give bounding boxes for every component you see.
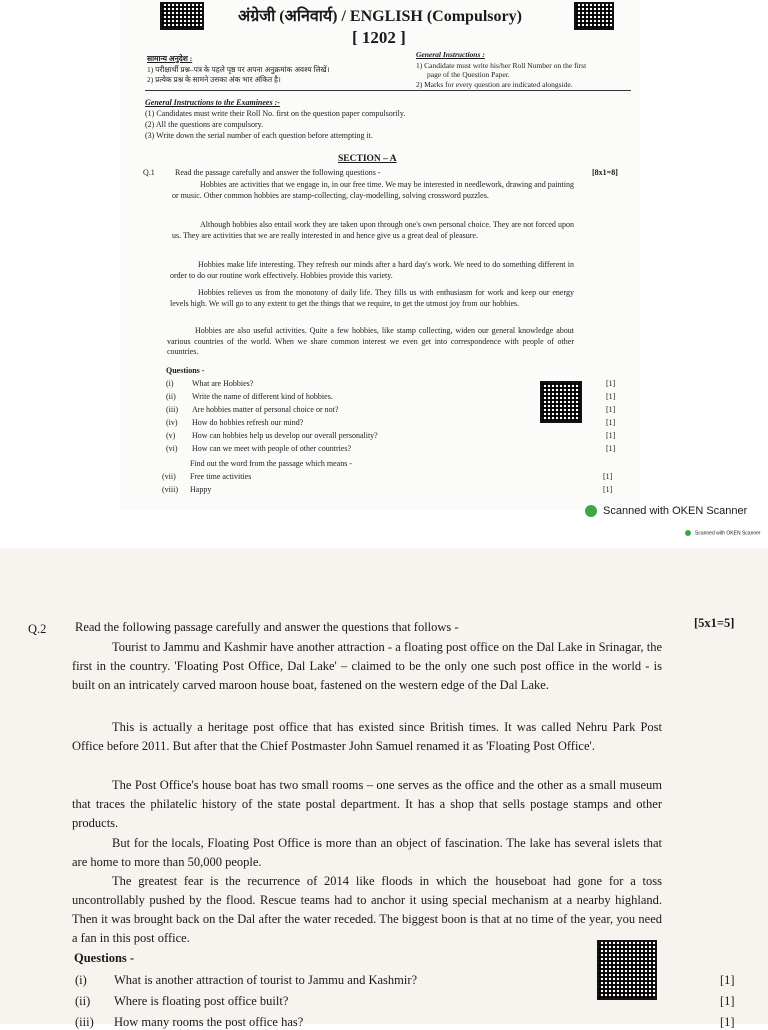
question-item-marks: [1] [720, 1015, 735, 1029]
question-item-number: (ii) [75, 994, 91, 1008]
section-heading: SECTION – A [338, 154, 397, 164]
question-item-text: How many rooms the post office has? [114, 1015, 304, 1029]
passage-paragraph: Hobbies are activities that we engage in, in our free time. We may be interested in needlework, drawing and painting or music. Other common hobbies are stamp-collecting, clay-modelling, solving crossword puzzles. [172, 180, 574, 200]
vocab-item-number: (vii) [162, 472, 176, 481]
vocab-item-marks: [1] [603, 485, 613, 494]
question-item-text: What are Hobbies? [192, 379, 254, 388]
passage-paragraph: The Post Office's house boat has two small rooms – one serves as the office and the other as a small museum that traces the philatelic history of the state postal department. It has a shop that sells postage stamps and other products. [72, 778, 662, 830]
question-item-number: (i) [166, 379, 174, 388]
general-instruction-1: 1) Candidate must write his/her Roll Number on the first [416, 61, 587, 70]
question-marks: [5x1=5] [694, 616, 735, 630]
passage-paragraph: Hobbies relieves us from the monotony of daily life. They fills us with enthusiasm for work and keep our energy levels high. We will go to any extent to get the things that we require, to get the utmost joy from our hobbies. [170, 288, 574, 308]
question-item-marks: [1] [720, 973, 735, 987]
question-item-text: How can we meet with people of other countries? [192, 444, 352, 453]
passage-paragraph: Although hobbies also entail work they are taken upon through one's own personal choice. They are not forced upon us. They are activities that we are really interested in and hence give us a great deal of pleasure. [172, 220, 574, 240]
question-item-text: Are hobbies matter of personal choice or not? [192, 405, 339, 414]
passage-paragraph: Hobbies are also useful activities. Quite a few hobbies, like stamp collecting, widen our general knowledge about various countries of the world. When we share common interest we even get into correspondence with people of other countries. [167, 326, 574, 356]
questions-label: Questions - [166, 366, 205, 375]
question-intro: Read the passage carefully and answer the following questions - [175, 168, 381, 177]
question-item-text: What is another attraction of tourist to Jammu and Kashmir? [114, 973, 418, 987]
passage-paragraph: But for the locals, Floating Post Office is more than an object of fascination. The lake has several islets that are home to more than 50,000 people. [72, 836, 662, 869]
question-marks: [8x1=8] [592, 168, 618, 177]
question-item-text: How can hobbies help us develop our overall personality? [192, 431, 378, 440]
question-item-number: (i) [75, 973, 87, 987]
hindi-instructions-heading: सामान्य अनुदेश : [147, 54, 193, 63]
examinee-instructions-heading: General Instructions to the Examinees :- [145, 98, 280, 107]
scanner-watermark [585, 505, 747, 517]
question-item-marks: [1] [606, 392, 616, 401]
qr-code-icon [160, 2, 204, 30]
question-item-marks: [1] [606, 431, 616, 440]
passage-paragraph: This is actually a heritage post office that has existed since British times. It was called Nehru Park Post Office before 2011. But after that the Chief Postmaster John Samuel renamed it as 'Floating Post Office'. [72, 720, 662, 753]
qr-code-icon [540, 381, 582, 423]
question-item-text: How do hobbies refresh our mind? [192, 418, 304, 427]
header-divider [145, 90, 631, 91]
passage-paragraph: The greatest fear is the recurrence of 2014 like floods in which the houseboat had gone for a toss uncontrollably pushed by the flood. Rescue teams had to anchor it using special mechanism at a nearby highland. Then it was brought back on the Dal after the water receded. The biggest boon is that at no time of the year, you need a fan in this post office. [72, 874, 662, 945]
question-item-marks: [1] [606, 379, 616, 388]
question-item-number: (iv) [166, 418, 178, 427]
vocab-item-marks: [1] [603, 472, 613, 481]
question-item-number: (iii) [75, 1015, 94, 1029]
examinee-instruction: (3) Write down the serial number of each question before attempting it. [145, 131, 373, 140]
qr-code-icon [574, 2, 614, 30]
scanner-watermark-small [685, 530, 761, 536]
question-item-number: (vi) [166, 444, 178, 453]
question-number: Q.2 [28, 622, 47, 636]
scanner-label: Scanned with OKEN Scanner [603, 505, 748, 517]
vocab-item-text: Happy [190, 485, 212, 494]
general-instruction-2: 2) Marks for every question are indicated alongside. [416, 80, 573, 89]
question-item-marks: [1] [606, 418, 616, 427]
hindi-instruction-1: 1) परीक्षार्थी प्रश्न–पत्र के पहले पृष्ठ पर अपना अनुक्रमांक अवश्य लिखें। [147, 65, 330, 74]
hindi-instruction-2: 2) प्रत्येक प्रश्न के सामने उसका अंक भार अंकित है। [147, 75, 281, 84]
scanner-logo-icon [685, 530, 691, 536]
vocab-item-number: (viii) [162, 485, 178, 494]
scanner-logo-icon [585, 505, 597, 517]
paper-code: [ 1202 ] [352, 28, 406, 47]
question-item-number: (v) [166, 431, 176, 440]
question-intro: Read the following passage carefully and answer the questions that follows - [75, 620, 459, 634]
question-item-marks: [1] [606, 444, 616, 453]
general-instructions-heading: General Instructions : [416, 50, 485, 59]
question-item-text: Write the name of different kind of hobbies. [192, 392, 333, 401]
question-item-number: (iii) [166, 405, 178, 414]
passage-paragraph: Hobbies make life interesting. They refresh our minds after a hard day's work. We need to do something different in order to do our routine work effectively. Hobbies provide this variety. [170, 260, 574, 280]
examinee-instruction: (2) All the questions are compulsory. [145, 120, 264, 129]
questions-label: Questions - [74, 951, 135, 965]
scanner-label-small: Scanned with OKEN Scanner [695, 530, 761, 537]
vocab-item-text: Free time activities [190, 472, 252, 481]
question-item-number: (ii) [166, 392, 176, 401]
qr-code-icon [597, 940, 657, 1000]
question-item-text: Where is floating post office built? [114, 994, 289, 1008]
paper-title: अंग्रेजी (अनिवार्य) / ENGLISH (Compulsory) [238, 8, 522, 25]
examinee-instruction: (1) Candidates must write their Roll No. first on the question paper compulsorily. [145, 109, 406, 118]
question-number: Q.1 [143, 168, 155, 177]
question-item-marks: [1] [720, 994, 735, 1008]
passage-paragraph: Tourist to Jammu and Kashmir have another attraction - a floating post office on the Dal Lake in Srinagar, the first in the country. 'Floating Post Office, Dal Lake' – claimed to be the only one such post office in the world - is built on an intricately carved maroon house boat, fastened on the western edge of the Dal Lake. [72, 640, 662, 692]
find-word-instruction: Find out the word from the passage which means - [190, 459, 352, 468]
general-instruction-1b: page of the Question Paper. [427, 70, 510, 79]
question-item-marks: [1] [606, 405, 616, 414]
